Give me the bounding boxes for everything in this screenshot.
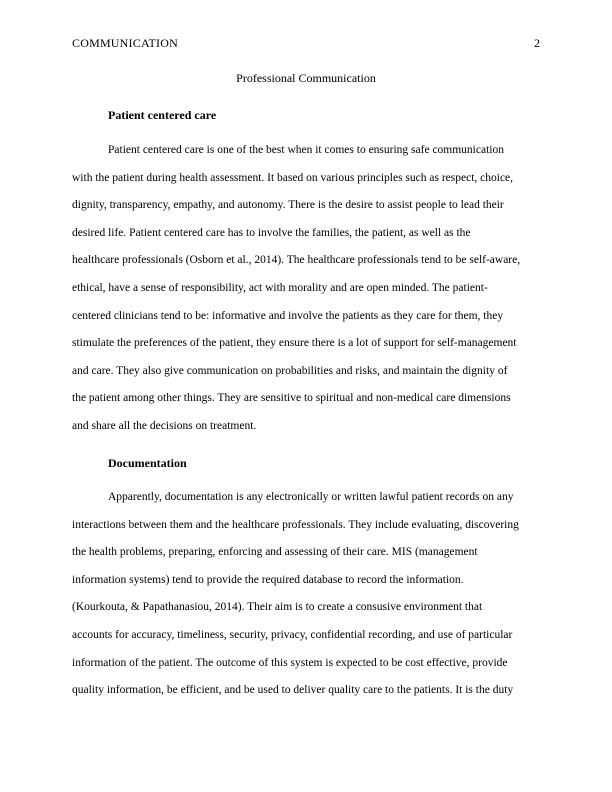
- paragraph-line: quality information, be efficient, and be used to deliver quality care to the patients. It is the duty: [72, 684, 514, 697]
- section-paragraph-patient-centered-care: [72, 143, 544, 447]
- paragraph-line: centered clinicians tend to be: informative and involve the patients as they care for them, they: [72, 309, 504, 322]
- paragraph-line: dignity, transparency, empathy, and autonomy. There is the desire to assist people to lead their: [72, 199, 504, 212]
- document-title: Professional Communication: [236, 71, 376, 85]
- paragraph-line: desired life. Patient centered care has to involve the families, the patient, as well as the: [72, 226, 471, 239]
- paragraph-line: (Kourkouta, & Papathanasiou, 2014). Their aim is to create a consusive environment that: [72, 601, 483, 614]
- section-heading-documentation: Documentation: [108, 456, 187, 470]
- section-paragraph-documentation: [72, 490, 544, 711]
- paragraph-line: interactions between them and the healthcare professionals. They include evaluating, discovering: [72, 518, 519, 531]
- section-heading-patient-centered-care: Patient centered care: [108, 108, 217, 122]
- paragraph-line: with the patient during health assessment. It based on various principles such as respect, choice,: [72, 171, 514, 184]
- paragraph-line: the patient among other things. They are sensitive to spiritual and non-medical care dimensions: [72, 392, 511, 405]
- paragraph-line: ethical, have a sense of responsibility, act with morality and are open minded. The patient-: [72, 281, 488, 294]
- paragraph-line: the health problems, preparing, enforcing and assessing of their care. MIS (management: [72, 546, 478, 559]
- paragraph-line: information of the patient. The outcome of this system is expected to be cost effective, provide: [72, 656, 508, 669]
- paragraph-line: Apparently, documentation is any electronically or written lawful patient records on any: [108, 491, 514, 503]
- paragraph-line: and care. They also give communication on probabilities and risks, and maintain the dignity of: [72, 364, 508, 377]
- paragraph-line: healthcare professionals (Osborn et al., 2014). The healthcare professionals tend to be self-aware,: [72, 254, 521, 267]
- paragraph-line: accounts for accuracy, timeliness, security, privacy, confidential recording, and use of particular: [72, 628, 513, 641]
- paragraph-line: Patient centered care is one of the best when it comes to ensuring safe communication: [108, 144, 504, 156]
- running-head: COMMUNICATION: [72, 36, 178, 50]
- paragraph-line: stimulate the preferences of the patient, they ensure there is a lot of support for self-management: [72, 337, 517, 350]
- page-number: 2: [534, 36, 540, 50]
- paragraph-line: and share all the decisions on treatment.: [72, 419, 257, 432]
- paragraph-line: information systems) tend to provide the required database to record the information.: [72, 573, 464, 586]
